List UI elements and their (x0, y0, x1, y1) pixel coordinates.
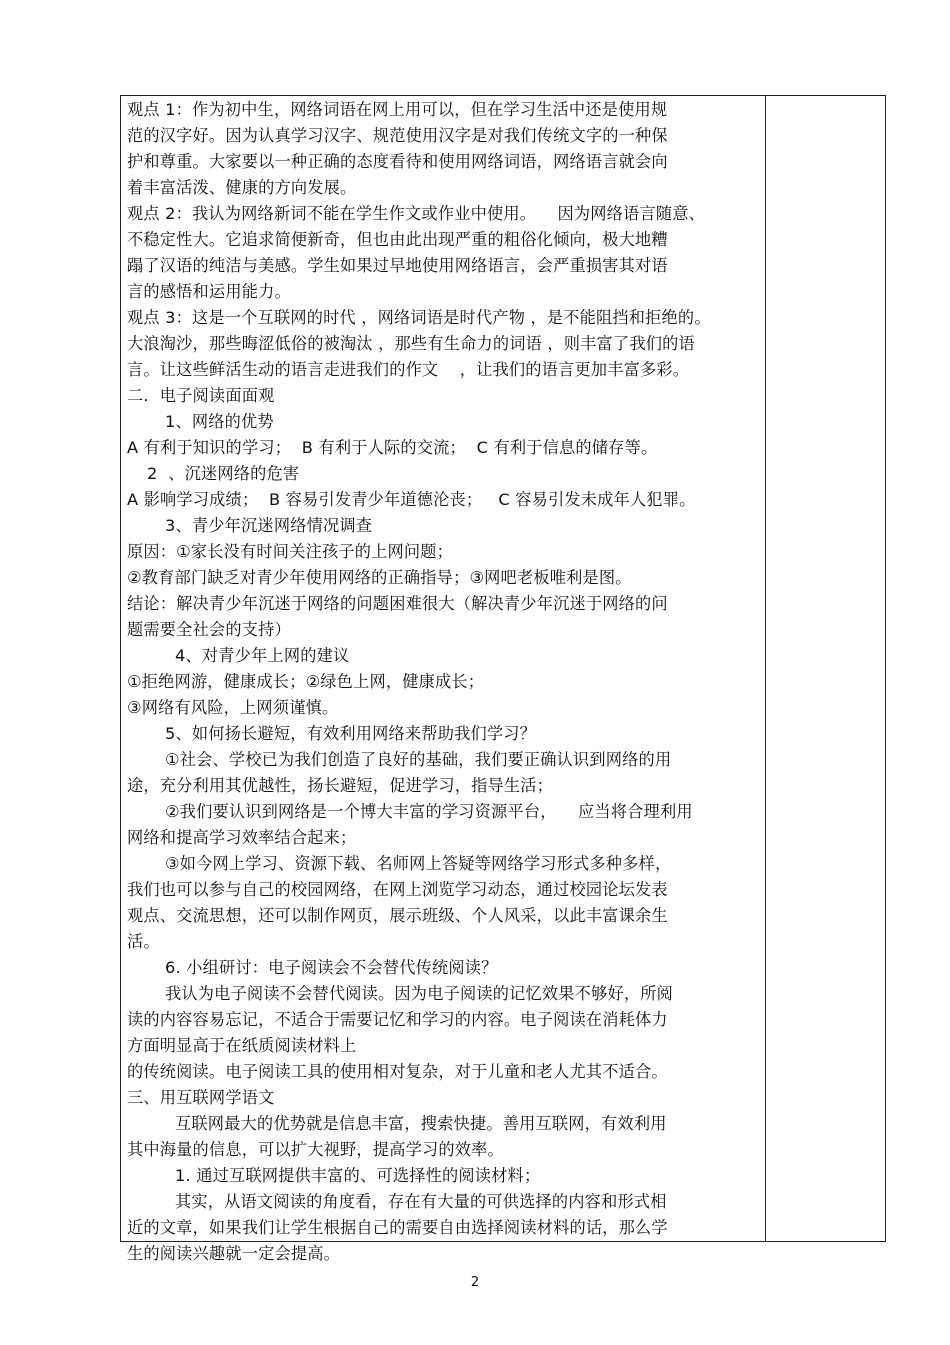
text-line: 2 、沉迷网络的危害 (147, 464, 300, 483)
text-line: 题需要全社会的支持） (127, 620, 291, 639)
page-number: 2 (470, 1275, 480, 1290)
text-line: 生的阅读兴趣就一定会提高。 (127, 1244, 341, 1263)
text-line: 方面明显高于在纸质阅读材料上 (127, 1036, 357, 1055)
text-line: 其实，从语文阅读的角度看，存在有大量的可供选择的内容和形式相 (175, 1192, 667, 1211)
text-line: 三、用互联网学语文 (127, 1088, 275, 1107)
text-line: 不稳定性大。它追求简便新奇，但也由此出现严重的粗俗化倾向，极大地糟 (127, 230, 668, 249)
text-line: ③如今网上学习、资源下载、名师网上答疑等网络学习形式多种多样， (165, 854, 672, 873)
text-line: 二．电子阅读面面观 (127, 386, 275, 405)
text-line: 的传统阅读。电子阅读工具的使用相对复杂，对于儿童和老人尤其不适合。 (127, 1062, 668, 1081)
text-line: 言。让这些鲜活生动的语言走进我们的作文 ，让我们的语言更加丰富多彩。 (127, 360, 690, 379)
text-line: 原因：①家长没有时间关注孩子的上网问题； (127, 542, 454, 561)
text-line: 5、如何扬长避短，有效利用网络来帮助我们学习？ (165, 724, 537, 743)
text-line: 护和尊重。大家要以一种正确的态度看待和使用网络词语，网络语言就会向 (127, 152, 668, 171)
text-line: 近的文章，如果我们让学生根据自己的需要自由选择阅读材料的话，那么学 (127, 1218, 668, 1237)
text-line: 4、对青少年上网的建议 (175, 646, 350, 665)
text-line: 我认为电子阅读不会替代阅读。因为电子阅读的记忆效果不够好，所阅 (165, 984, 674, 1003)
text-line: 6. 小组研讨：电子阅读会不会替代传统阅读？ (165, 958, 498, 977)
text-line: 结论：解决青少年沉迷于网络的问题困难很大（解决青少年沉迷于网络的问 (127, 594, 668, 613)
text-line: 互联网最大的优势就是信息丰富，搜索快捷。善用互联网，有效利用 (175, 1114, 667, 1133)
text-line: 蹋了汉语的纯洁与美感。学生如果过早地使用网络语言，会严重损害其对语 (127, 256, 668, 275)
text-line: ①社会、学校已为我们创造了良好的基础，我们要正确认识到网络的用 (165, 750, 672, 769)
text-line: 其中海量的信息，可以扩大视野，提高学习的效率。 (127, 1140, 504, 1159)
text-line: ②教育部门缺乏对青少年使用网络的正确指导；③网吧老板唯利是图。 (127, 568, 632, 587)
text-line: ③网络有风险，上网须谨慎。 (127, 698, 339, 717)
text-line: 我们也可以参与自己的校园网络，在网上浏览学习动态，通过校园论坛发表 (127, 880, 668, 899)
text-line: 网络和提高学习效率结合起来； (127, 828, 357, 847)
text-line: 大浪淘沙，那些晦涩低俗的被淘汰 ，那些有生命力的词语 ，则丰富了我们的语 (127, 334, 695, 353)
text-line: 1、网络的优势 (165, 412, 274, 431)
text-line: 活。 (127, 932, 160, 951)
text-line: 途，充分利用其优越性，扬长避短，促进学习，指导生活； (127, 776, 554, 795)
document-body (127, 97, 767, 1267)
text-line: 范的汉字好。因为认真学习汉字、规范使用汉字是对我们传统文字的一种保 (127, 126, 668, 145)
text-line: 着丰富活泼、健康的方向发展。 (127, 178, 357, 197)
text-line: ②我们要认识到网络是一个博大丰富的学习资源平台， 应当将合理利用 (165, 802, 693, 821)
text-line: 言的感悟和运用能力。 (127, 282, 291, 301)
text-line: 1. 通过互联网提供丰富的、可选择性的阅读材料； (175, 1166, 541, 1185)
text-line: A 影响学习成绩； B 容易引发青少年道德沦丧； C 容易引发未成年人犯罪。 (127, 490, 696, 509)
text-line: 3、青少年沉迷网络情况调查 (165, 516, 373, 535)
text-line: 观点 3：这是一个互联网的时代 ，网络词语是时代产物 ，是不能阻挡和拒绝的。 (127, 308, 711, 327)
text-line: 观点 2：我认为网络新词不能在学生作文或作业中使用。 因为网络语言随意、 (127, 204, 706, 223)
text-line: 观点 1：作为初中生，网络词语在网上用可以，但在学习生活中还是使用规 (127, 100, 668, 119)
text-line: A 有利于知识的学习； B 有利于人际的交流； C 有利于信息的储存等。 (127, 438, 658, 457)
text-line: 读的内容容易忘记，不适合于需要记忆和学习的内容。电子阅读在消耗体力 (127, 1010, 668, 1029)
text-line: ①拒绝网游，健康成长；②绿色上网，健康成长； (127, 672, 485, 691)
text-line: 观点、交流思想，还可以制作网页，展示班级、个人风采，以此丰富课余生 (127, 906, 668, 925)
